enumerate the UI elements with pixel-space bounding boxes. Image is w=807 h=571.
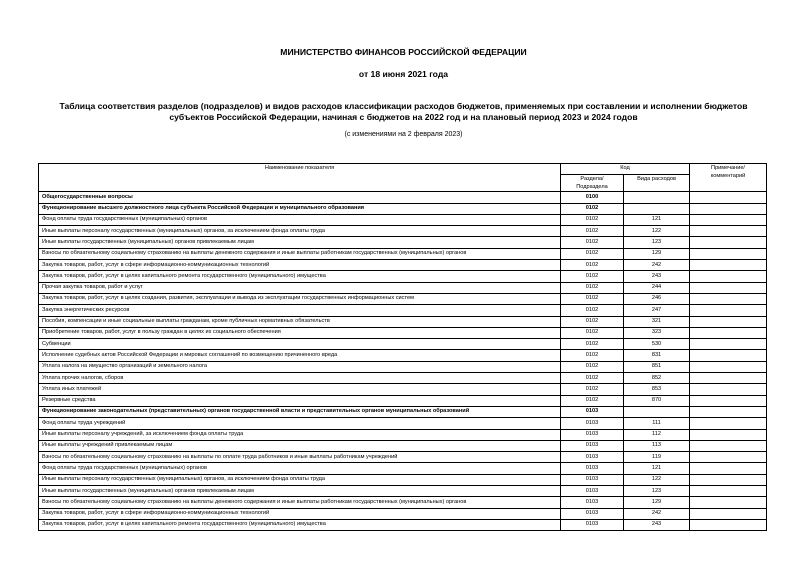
document-date: от 18 июня 2021 года <box>358 69 449 79</box>
row-name: Иные выплаты персоналу государственных (муниципальных) органов, за исключением фонда оплаты труда <box>39 226 561 237</box>
table-row <box>39 339 767 350</box>
row-section-code: 0103 <box>561 452 624 463</box>
row-section-code: 0103 <box>561 474 624 485</box>
table-row <box>39 192 767 203</box>
row-note <box>690 406 767 417</box>
table-row <box>39 440 767 451</box>
table-row <box>39 395 767 406</box>
row-note <box>690 440 767 451</box>
table-title-line1: Таблица соответствия разделов (подразделов) и видов расходов классификации расходов бюджетов, применяемых при составлении и исполнении бюджетов <box>59 101 748 111</box>
row-name: Фонд оплаты труда учреждений <box>39 418 561 429</box>
row-section-code: 0102 <box>561 384 624 395</box>
row-section-code: 0102 <box>561 203 624 214</box>
table-row <box>39 452 767 463</box>
row-section-code: 0102 <box>561 293 624 304</box>
row-section-code: 0100 <box>561 192 624 203</box>
row-expense-code: 243 <box>624 271 690 282</box>
row-note <box>690 361 767 372</box>
row-expense-code: 129 <box>624 248 690 259</box>
row-expense-code: 129 <box>624 497 690 508</box>
amendment-note: (с изменениями на 2 февраля 2023) <box>344 131 463 138</box>
row-expense-code: 244 <box>624 282 690 293</box>
row-note <box>690 260 767 271</box>
row-name: Уплата прочих налогов, сборов <box>39 373 561 384</box>
row-section-code: 0102 <box>561 226 624 237</box>
row-section-code: 0103 <box>561 497 624 508</box>
row-section-code: 0103 <box>561 440 624 451</box>
row-note <box>690 339 767 350</box>
row-name: Взносы по обязательному социальному страхованию на выплаты денежного содержания и иные выплаты работникам государственных (муниципальных) органов <box>39 248 561 259</box>
table-body <box>39 192 767 531</box>
row-expense-code: 530 <box>624 339 690 350</box>
row-expense-code: 122 <box>624 226 690 237</box>
row-note <box>690 474 767 485</box>
row-note <box>690 305 767 316</box>
row-name: Закупка товаров, работ, услуг в целях капитального ремонта государственного (муниципального) имущества <box>39 271 561 282</box>
row-expense-code: 321 <box>624 316 690 327</box>
row-section-code: 0102 <box>561 327 624 338</box>
header-indicator-name: Наименование показателя <box>39 164 561 192</box>
row-name: Взносы по обязательному социальному страхованию на выплаты денежного содержания и иные выплаты работникам государственных (муниципальных) органов <box>39 497 561 508</box>
row-expense-code: 247 <box>624 305 690 316</box>
row-note <box>690 214 767 225</box>
table-row <box>39 486 767 497</box>
row-name: Иные выплаты персоналу учреждений, за исключением фонда оплаты труда <box>39 429 561 440</box>
row-expense-code: 243 <box>624 519 690 530</box>
row-name: Закупка товаров, работ, услуг в сфере информационно-коммуникационных технологий <box>39 260 561 271</box>
row-note <box>690 373 767 384</box>
row-note <box>690 316 767 327</box>
row-expense-code: 323 <box>624 327 690 338</box>
header-section: Раздела/ Подраздела <box>561 175 624 192</box>
row-note <box>690 248 767 259</box>
table-row <box>39 373 767 384</box>
table-row <box>39 497 767 508</box>
row-name: Взносы по обязательному социальному страхованию на выплаты по оплате труда работников и иные выплаты работникам учреждений <box>39 452 561 463</box>
row-expense-code: 111 <box>624 418 690 429</box>
row-expense-code: 853 <box>624 384 690 395</box>
row-note <box>690 203 767 214</box>
row-section-code: 0103 <box>561 519 624 530</box>
table-row <box>39 248 767 259</box>
row-section-code: 0103 <box>561 418 624 429</box>
table-row <box>39 463 767 474</box>
table-row <box>39 226 767 237</box>
row-expense-code: 851 <box>624 361 690 372</box>
row-section-code: 0102 <box>561 305 624 316</box>
row-expense-code: 121 <box>624 463 690 474</box>
row-note <box>690 429 767 440</box>
row-name: Закупка товаров, работ, услуг в целях капитального ремонта государственного (муниципального) имущества <box>39 519 561 530</box>
row-note <box>690 192 767 203</box>
table-title-line2: субъектов Российской Федерации, начиная с бюджетов на 2022 год и на плановый период 2023 и 2024 годов <box>169 112 638 122</box>
row-expense-code: 123 <box>624 237 690 248</box>
row-note <box>690 395 767 406</box>
table-row <box>39 293 767 304</box>
row-expense-code: 113 <box>624 440 690 451</box>
table-row <box>39 237 767 248</box>
header-code: Код <box>561 164 690 175</box>
row-expense-code: 122 <box>624 474 690 485</box>
table-row <box>39 418 767 429</box>
row-name: Уплата налога на имущество организаций и земельного налога <box>39 361 561 372</box>
row-name: Иные выплаты учреждений привлекаемым лицам <box>39 440 561 451</box>
row-section-code: 0102 <box>561 248 624 259</box>
table-row <box>39 305 767 316</box>
row-section-code: 0102 <box>561 316 624 327</box>
row-expense-code: 246 <box>624 293 690 304</box>
row-note <box>690 226 767 237</box>
table-row <box>39 260 767 271</box>
row-section-code: 0102 <box>561 339 624 350</box>
row-section-code: 0102 <box>561 361 624 372</box>
table-row <box>39 519 767 530</box>
row-section-code: 0102 <box>561 282 624 293</box>
row-expense-code: 119 <box>624 452 690 463</box>
row-name: Резервные средства <box>39 395 561 406</box>
row-expense-code: 831 <box>624 350 690 361</box>
row-note <box>690 463 767 474</box>
row-note <box>690 237 767 248</box>
row-section-code: 0102 <box>561 350 624 361</box>
row-name: Исполнение судебных актов Российской Федерации и мировых соглашений по возмещению причиненного вреда <box>39 350 561 361</box>
row-note <box>690 418 767 429</box>
row-name: Закупка товаров, работ, услуг в целях создания, развития, эксплуатации и вывода из эксплуатации государственных информационных систем <box>39 293 561 304</box>
row-name: Общегосударственные вопросы <box>39 192 561 203</box>
budget-classification-table <box>38 163 767 531</box>
row-section-code: 0102 <box>561 373 624 384</box>
row-name: Фонд оплаты труда государственных (муниципальных) органов <box>39 463 561 474</box>
ministry-title: МИНИСТЕРСТВО ФИНАНСОВ РОССИЙСКОЙ ФЕДЕРАЦИИ <box>280 47 527 57</box>
row-note <box>690 384 767 395</box>
row-note <box>690 497 767 508</box>
row-name: Закупка энергетических ресурсов <box>39 305 561 316</box>
row-section-code: 0102 <box>561 214 624 225</box>
row-name: Субвенции <box>39 339 561 350</box>
row-section-code: 0102 <box>561 237 624 248</box>
row-name: Иные выплаты государственных (муниципальных) органов привлекаемым лицам <box>39 237 561 248</box>
row-expense-code <box>624 192 690 203</box>
row-expense-code: 870 <box>624 395 690 406</box>
row-expense-code: 852 <box>624 373 690 384</box>
row-note <box>690 452 767 463</box>
row-section-code: 0103 <box>561 463 624 474</box>
row-name: Уплата иных платежей <box>39 384 561 395</box>
row-section-code: 0102 <box>561 260 624 271</box>
row-name: Закупка товаров, работ, услуг в сфере информационно-коммуникационных технологий <box>39 508 561 519</box>
table-row <box>39 429 767 440</box>
row-name: Функционирование законодательных (представительных) органов государственной власти и представительных органов муниципальных образований <box>39 406 561 417</box>
row-note <box>690 508 767 519</box>
row-expense-code <box>624 406 690 417</box>
row-note <box>690 282 767 293</box>
row-name: Прочая закупка товаров, работ и услуг <box>39 282 561 293</box>
row-expense-code: 112 <box>624 429 690 440</box>
table-row <box>39 406 767 417</box>
row-expense-code: 123 <box>624 486 690 497</box>
row-section-code: 0102 <box>561 395 624 406</box>
table-row <box>39 214 767 225</box>
row-note <box>690 519 767 530</box>
table-row <box>39 474 767 485</box>
table-row <box>39 203 767 214</box>
row-section-code: 0103 <box>561 406 624 417</box>
row-name: Иные выплаты персоналу государственных (муниципальных) органов, за исключением фонда оплаты труда <box>39 474 561 485</box>
row-expense-code: 242 <box>624 260 690 271</box>
row-expense-code <box>624 203 690 214</box>
row-note <box>690 486 767 497</box>
row-section-code: 0103 <box>561 429 624 440</box>
table-row <box>39 316 767 327</box>
table-row <box>39 271 767 282</box>
table-row <box>39 384 767 395</box>
row-note <box>690 293 767 304</box>
table-row <box>39 282 767 293</box>
row-expense-code: 242 <box>624 508 690 519</box>
row-section-code: 0103 <box>561 486 624 497</box>
row-name: Фонд оплаты труда государственных (муниципальных) органов <box>39 214 561 225</box>
row-note <box>690 327 767 338</box>
row-note <box>690 271 767 282</box>
row-name: Пособия, компенсации и иные социальные выплаты гражданам, кроме публичных нормативных обязательств <box>39 316 561 327</box>
row-expense-code: 121 <box>624 214 690 225</box>
row-name: Функционирование высшего должностного лица субъекта Российской Федерации и муниципального образования <box>39 203 561 214</box>
header-expense-type: Вида расходов <box>624 175 690 192</box>
row-note <box>690 350 767 361</box>
table-row <box>39 361 767 372</box>
table-row <box>39 508 767 519</box>
row-name: Приобретение товаров, работ, услуг в пользу граждан в целях их социального обеспечения <box>39 327 561 338</box>
row-section-code: 0103 <box>561 508 624 519</box>
row-name: Иные выплаты государственных (муниципальных) органов привлекаемым лицам <box>39 486 561 497</box>
header-note: Примечание/ комментарий <box>690 164 767 192</box>
table-row <box>39 327 767 338</box>
table-row <box>39 350 767 361</box>
row-section-code: 0102 <box>561 271 624 282</box>
